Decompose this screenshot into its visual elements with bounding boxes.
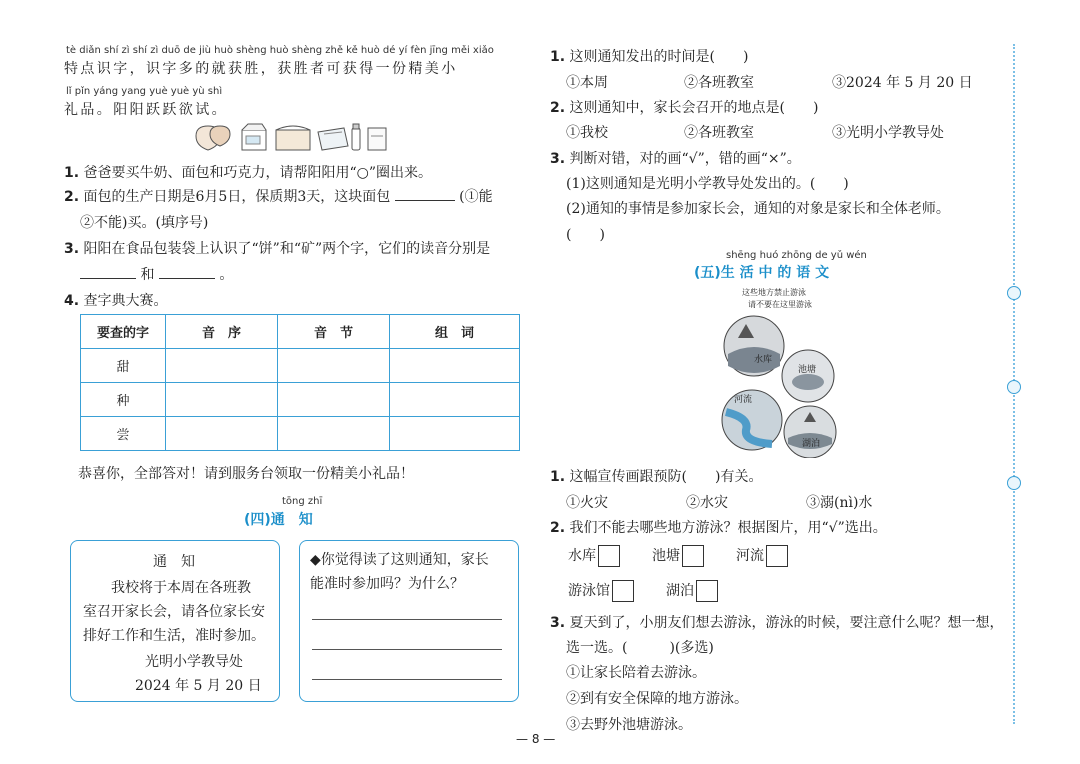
intro-pinyin-1: tè diǎn shí zì shí zì duō de jiù huò shèng huò shèng zhě kě huò dé yí fèn jīng měi xiǎo (66, 45, 494, 56)
right-p3-continued: 选一选。( )(多选) (566, 640, 714, 656)
table-cell-answer[interactable] (278, 417, 390, 451)
check-box[interactable] (766, 545, 788, 567)
place-checkbox-reservoir (568, 545, 620, 567)
period-text: 。 (219, 267, 234, 283)
question-number: 3. (550, 151, 566, 167)
option[interactable]: ②水灾 (686, 495, 728, 511)
page-number: — 8 — (516, 732, 556, 746)
table-cell-answer[interactable] (166, 417, 278, 451)
drowning-prevention-poster (720, 308, 840, 458)
option[interactable]: ①本周 (566, 75, 608, 91)
table-cell-answer[interactable] (166, 349, 278, 383)
question-text: (①能 (459, 189, 493, 205)
place-label: 游泳馆 (568, 583, 610, 599)
milk-carton-icon (242, 124, 266, 150)
intro-line-1: 特点识字，识字多的就获胜，获胜者可获得一份精美小 (64, 61, 458, 77)
right-p1 (550, 466, 762, 486)
notice-box (70, 540, 280, 702)
circle-label: 池塘 (798, 365, 817, 375)
table-row (81, 349, 520, 383)
question-text: 面包的生产日期是6月5日，保质期3天，这块面包 (83, 189, 391, 205)
binding-hole-icon (1007, 286, 1021, 300)
writing-line[interactable] (312, 619, 502, 620)
pond-circle (782, 350, 834, 402)
table-header-row (81, 315, 520, 349)
judge-item: (2)通知的事情是参加家长会，通知的对象是家长和全体老师。 (566, 201, 950, 217)
question-number: 3. (64, 241, 80, 257)
notice-body-line: 排好工作和生活，准时参加。 (83, 628, 265, 644)
question-text: 这则通知发出的时间是( ) (569, 49, 749, 65)
question-text: 我们不能去哪些地方游泳？根据图片，用“√”选出。 (569, 520, 887, 536)
reservoir-circle (724, 316, 784, 376)
question-text: 查字典大赛。 (83, 293, 168, 309)
option[interactable]: ①我校 (566, 125, 608, 141)
writing-line[interactable] (312, 679, 502, 680)
question-number: 2. (64, 189, 80, 205)
poster-caption-2: 请不要在这里游泳 (748, 300, 812, 309)
table-header: 音 序 (166, 315, 278, 349)
notice-date: 2024 年 5 月 20 日 (135, 678, 262, 694)
question-number: 2. (550, 100, 566, 116)
poster-caption-1: 这些地方禁止游泳 (742, 288, 806, 297)
notice-title: 通 知 (153, 554, 195, 570)
table-cell-answer[interactable] (390, 349, 520, 383)
left-q4 (64, 290, 168, 310)
option[interactable]: ②到有安全保障的地方游泳。 (566, 691, 748, 707)
left-q3-answer (80, 264, 233, 284)
section4-title: (四)通 知 (244, 512, 313, 528)
answer-blank[interactable] (80, 266, 136, 279)
circle-label: 湖泊 (802, 439, 821, 449)
table-cell-char: 甜 (81, 349, 166, 383)
binding-hole-icon (1007, 476, 1021, 490)
question-number: 2. (550, 520, 566, 536)
table-header: 组 词 (390, 315, 520, 349)
thinking-prompt-line: 能准时参加吗？为什么？ (310, 576, 464, 592)
question-text: 这则通知中，家长会召开的地点是( ) (569, 100, 819, 116)
snack-bag-icon (368, 128, 386, 150)
option[interactable]: ③2024 年 5 月 20 日 (832, 75, 973, 91)
question-text: 阳阳在食品包装袋上认识了“饼”和“矿”两个字，它们的读音分别是 (83, 241, 491, 257)
check-box[interactable] (598, 545, 620, 567)
table-cell-char: 种 (81, 383, 166, 417)
table-row (81, 383, 520, 417)
notice-body-line: 室召开家长会，请各位家长安 (83, 604, 265, 620)
right-p2 (550, 517, 887, 537)
question-text: 这幅宣传画跟预防( )有关。 (569, 469, 763, 485)
question-number: 1. (550, 469, 566, 485)
and-text: 和 (140, 267, 155, 283)
circle-label: 河流 (734, 395, 753, 405)
table-cell-answer[interactable] (166, 383, 278, 417)
table-header: 要查的字 (81, 315, 166, 349)
bread-icon (276, 126, 310, 150)
left-q2-continued: ②不能)买。(填序号) (80, 215, 209, 231)
answer-blank[interactable] (159, 266, 215, 279)
answer-blank[interactable] (395, 188, 455, 201)
notice-body-line: 我校将于本周在各班教 (111, 580, 251, 596)
option[interactable]: ①火灾 (566, 495, 608, 511)
left-q1 (64, 162, 432, 182)
place-checkbox-pool (568, 580, 634, 602)
table-cell-answer[interactable] (390, 383, 520, 417)
writing-line[interactable] (312, 649, 502, 650)
question-number: 1. (550, 49, 566, 65)
right-q1 (550, 46, 748, 66)
water-bottle-icon (352, 124, 360, 150)
option[interactable]: ②各班教室 (684, 75, 754, 91)
question-number: 1. (64, 165, 80, 181)
biscuit-icon (318, 128, 348, 150)
right-q3 (550, 148, 801, 168)
binding-hole-icon (1007, 380, 1021, 394)
judge-item: (1)这则通知是光明小学教导处发出的。( ) (566, 176, 849, 192)
table-header: 音 节 (278, 315, 390, 349)
option[interactable]: ③溺(nì)水 (806, 495, 873, 511)
option[interactable]: ①让家长陪着去游泳。 (566, 665, 706, 681)
congrats-text: 恭喜你，全部答对！请到服务台领取一份精美小礼品！ (78, 466, 414, 482)
place-label: 河流 (736, 548, 764, 564)
check-box[interactable] (612, 580, 634, 602)
place-label: 池塘 (652, 548, 680, 564)
intro-line-2: 礼品。阳阳跃跃欲试。 (64, 102, 228, 118)
judge-item-bracket[interactable]: ( ) (566, 227, 605, 243)
check-box[interactable] (682, 545, 704, 567)
right-q2 (550, 97, 818, 117)
notice-sign: 光明小学教导处 (145, 654, 243, 670)
place-label: 水库 (568, 548, 596, 564)
right-p3 (550, 612, 1004, 632)
place-checkbox-pond (652, 545, 704, 567)
left-q2 (64, 186, 493, 206)
place-checkbox-river (736, 545, 788, 567)
section4-pinyin: tōng zhī (282, 496, 323, 507)
question-number: 3. (550, 615, 566, 631)
section5-pinyin: shēng huó zhōng de yǔ wén (726, 250, 867, 261)
circle-label: 水库 (754, 355, 773, 365)
thinking-prompt-line: ◆你觉得读了这则通知，家长 (310, 552, 489, 568)
lake-circle (784, 406, 836, 458)
question-text: 判断对错，对的画“√”，错的画“×”。 (569, 151, 801, 167)
table-cell-answer[interactable] (278, 383, 390, 417)
option[interactable]: ③去野外池塘游泳。 (566, 717, 692, 733)
place-label: 湖泊 (666, 583, 694, 599)
question-text: 夏天到了，小朋友们想去游泳，游泳的时候，要注意什么呢？想一想， (569, 615, 1004, 631)
table-row (81, 417, 520, 451)
question-text: 爸爸要买牛奶、面包和巧克力，请帮阳阳用“○”圈出来。 (83, 165, 433, 181)
thinking-box (299, 540, 519, 702)
table-cell-answer[interactable] (278, 349, 390, 383)
chocolate-icon (196, 126, 230, 150)
table-cell-char: 尝 (81, 417, 166, 451)
intro-pinyin-2: lǐ pǐn yáng yang yuè yuè yù shì (66, 86, 223, 97)
left-q3 (64, 238, 490, 258)
option[interactable]: ③光明小学教导处 (832, 125, 944, 141)
food-illustrations (192, 122, 392, 154)
check-box[interactable] (696, 580, 718, 602)
table-cell-answer[interactable] (390, 417, 520, 451)
option[interactable]: ②各班教室 (684, 125, 754, 141)
section5-title: (五)生 活 中 的 语 文 (694, 265, 830, 281)
question-number: 4. (64, 293, 80, 309)
dictionary-table (80, 314, 520, 451)
place-checkbox-lake (666, 580, 718, 602)
